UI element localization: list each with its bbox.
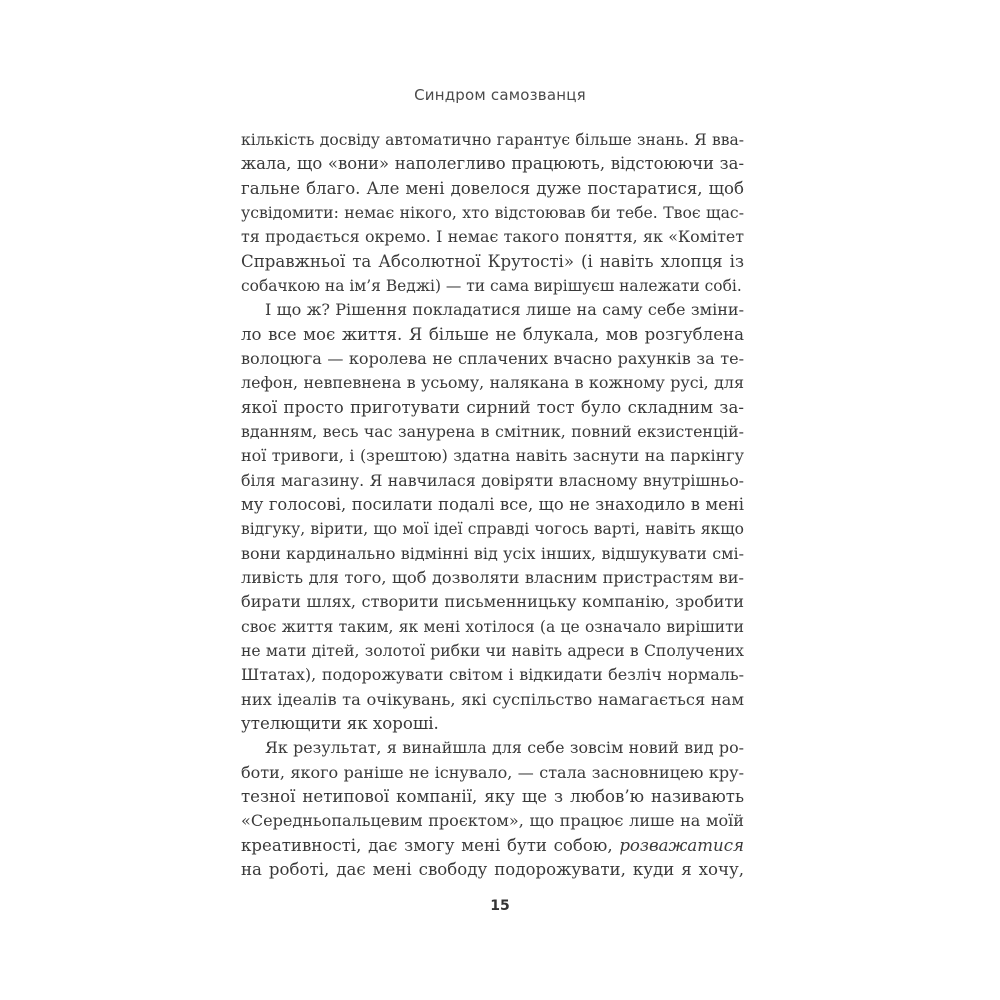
text-line bbox=[241, 761, 744, 785]
text-line-content: Як результат, я винайшла для себе зовсім новий вид ро- bbox=[265, 738, 744, 758]
text-line-content: Справжньої та Абсолютної Крутості» (і навіть хлопця із bbox=[241, 251, 744, 271]
text-line bbox=[241, 323, 744, 347]
text-line-content: боти, якого раніше не існувало, — стала засновницею кру- bbox=[241, 762, 744, 782]
text-line bbox=[241, 469, 744, 493]
text-line-content: І що ж? Рішення покладатися лише на саму себе зміни- bbox=[265, 300, 744, 320]
text-line-content: му голосові, посилати подалі все, що не знаходило в мені bbox=[241, 494, 744, 514]
text-line-content: кількість досвіду автоматично гарантує більше знань. Я вва- bbox=[241, 131, 744, 149]
text-line bbox=[241, 177, 744, 201]
text-line bbox=[241, 566, 744, 590]
text-line bbox=[241, 858, 744, 882]
text-segment: креативності, дає змогу мені бути собою, bbox=[241, 835, 620, 855]
text-line bbox=[241, 712, 744, 736]
text-line-content: ної тривоги, і (зрештою) здатна навіть заснути на паркінгу bbox=[241, 446, 744, 466]
text-line-content: тезної нетипової компанії, яку ще з любов’ю називають bbox=[241, 786, 744, 806]
text-line bbox=[241, 493, 744, 517]
text-line-content: лефон, невпевнена в усьому, налякана в кожному русі, для bbox=[241, 373, 744, 393]
running-head: Синдром самозванця bbox=[414, 86, 586, 104]
text-line-content: них ідеалів та очікувань, які суспільство намагається нам bbox=[241, 689, 744, 709]
text-line-content: бирати шлях, створити письменницьку компанію, зробити bbox=[241, 592, 744, 612]
text-line bbox=[241, 809, 744, 833]
text-line-content: усвідомити: немає нікого, хто відстоював би тебе. Твоє щас- bbox=[241, 202, 744, 222]
text-line bbox=[241, 542, 744, 566]
text-line-content: волоцюга — королева не сплачених вчасно рахунків за те- bbox=[241, 348, 744, 368]
text-line bbox=[241, 201, 744, 225]
text-line bbox=[241, 128, 744, 152]
text-line bbox=[241, 688, 744, 712]
text-line-content: не мати дітей, золотої рибки чи навіть адреси в Сполучених bbox=[241, 641, 744, 660]
text-line bbox=[241, 834, 744, 858]
text-line-content: тя продається окремо. І немає такого поняття, як «Комітет bbox=[241, 227, 744, 247]
text-line bbox=[241, 663, 744, 687]
text-line bbox=[241, 298, 744, 322]
text-line-content bbox=[241, 834, 744, 858]
body-text bbox=[241, 128, 744, 882]
text-line bbox=[241, 615, 744, 639]
text-line bbox=[241, 420, 744, 444]
text-line bbox=[241, 274, 744, 298]
text-line bbox=[241, 250, 744, 274]
text-line-content: біля магазину. Я навчилася довіряти власному внутрішньо- bbox=[241, 470, 744, 490]
text-line bbox=[241, 444, 744, 468]
text-line-content: відгуку, вірити, що мої ідеї справді чогось варті, навіть якщо bbox=[241, 520, 744, 539]
text-line-content: Штатах), подорожувати світом і відкидати безліч нормаль- bbox=[241, 665, 744, 685]
text-line bbox=[241, 590, 744, 614]
text-line-content: вони кардинально відмінні від усіх інших, відшукувати смі- bbox=[241, 543, 744, 563]
text-line bbox=[241, 396, 744, 420]
text-line-content: вданням, весь час занурена в смітник, повний екзистенцій- bbox=[241, 421, 744, 441]
text-line-content: жала, що «вони» наполегливо працюють, відстоюючи за- bbox=[241, 154, 744, 174]
text-line-content: якої просто приготувати сирний тост було складним за- bbox=[241, 397, 744, 417]
page-number: 15 bbox=[490, 898, 510, 914]
text-line-content: «Середньопальцевим проєктом», що працює лише на моїй bbox=[241, 811, 744, 831]
text-line-content: гальне благо. Але мені довелося дуже постаратися, щоб bbox=[241, 178, 744, 198]
italic-emphasis: розважатися bbox=[619, 835, 744, 855]
text-line-content: собачкою на ім’я Веджі) — ти сама вирішуєш належати собі. bbox=[241, 276, 742, 295]
text-line bbox=[241, 517, 744, 541]
text-line bbox=[241, 225, 744, 249]
text-line bbox=[241, 371, 744, 395]
text-line-content: на роботі, дає мені свободу подорожувати, куди я хочу, bbox=[241, 859, 744, 879]
text-line-content: утелющити як хороші. bbox=[241, 713, 439, 733]
text-line bbox=[241, 736, 744, 760]
text-line-content: ло все моє життя. Я більше не блукала, мов розгублена bbox=[241, 324, 744, 344]
text-line bbox=[241, 152, 744, 176]
text-line bbox=[241, 639, 744, 663]
text-line bbox=[241, 785, 744, 809]
text-line-content: своє життя таким, як мені хотілося (а це означало вирішити bbox=[241, 617, 744, 636]
text-line-content: ливість для того, щоб дозволяти власним пристрастям ви- bbox=[241, 567, 744, 587]
text-line bbox=[241, 347, 744, 371]
